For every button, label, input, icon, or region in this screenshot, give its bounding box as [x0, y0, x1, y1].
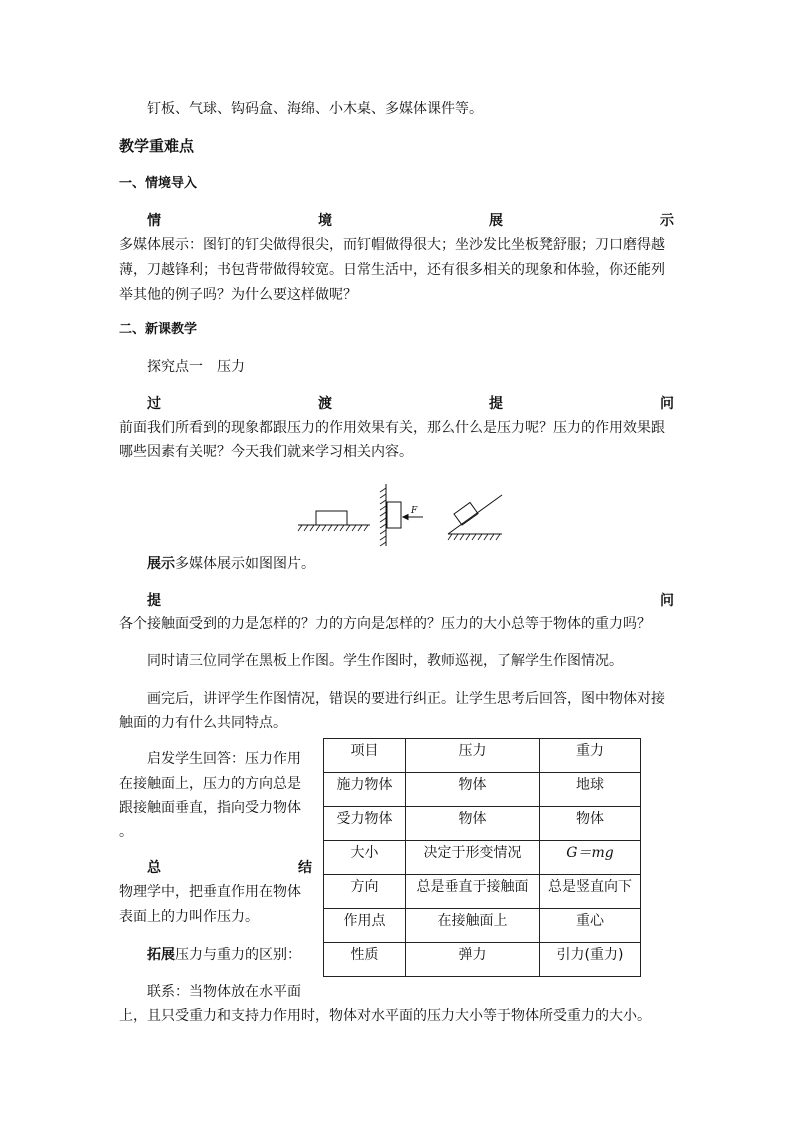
table-cell: 大小	[324, 841, 406, 875]
show-label: 展示	[147, 556, 175, 572]
table-cell: 物体	[406, 773, 540, 807]
inspire-line-3: 跟接触面垂直，指向受力物体	[119, 800, 301, 816]
block-on-floor	[298, 511, 370, 531]
show-text: 多媒体展示如图图片。	[175, 556, 315, 572]
extend-line	[147, 946, 301, 964]
table-cell: 物体	[540, 807, 641, 841]
table-cell: 重力	[540, 739, 641, 773]
spread-char: 过	[147, 396, 161, 412]
spread-char: 结	[298, 860, 312, 876]
question-text: 各个接触面受到的力是怎样的？力的方向是怎样的？压力的大小总等于物体的重力吗？	[119, 616, 651, 632]
transition-question-label	[147, 395, 674, 413]
table-row	[324, 875, 641, 909]
review-line-2: 触面的力有什么共同特点。	[119, 715, 287, 731]
transition-line-2: 哪些因素有关呢？今天我们就来学习相关内容。	[119, 444, 413, 460]
intro-line-2: 薄，刀越锋利；书包背带做得较宽。日常生活中，还有很多相关的现象和体验，你还能列	[119, 262, 665, 278]
spread-char: 总	[147, 860, 161, 876]
table-row	[324, 739, 641, 773]
key-points-heading: 教学重难点	[119, 137, 195, 155]
block-on-incline	[448, 495, 502, 540]
table-cell: 施力物体	[324, 773, 406, 807]
summary-line-1: 物理学中，把垂直作用在物体	[119, 884, 301, 900]
intro-line-3: 举其他的例子吗？为什么要这样做呢？	[119, 287, 357, 303]
table-row	[324, 841, 641, 875]
show-line	[147, 555, 674, 573]
table-cell: 在接触面上	[406, 909, 540, 943]
table-cell: 物体	[406, 807, 540, 841]
spread-char: 问	[660, 396, 674, 412]
draw-paragraph: 同时请三位同学在黑板上作图。学生作图时，教师巡视，了解学生作图情况。	[147, 653, 623, 669]
section-intro-title: 一、情境导入	[119, 176, 198, 191]
table-cell: 压力	[406, 739, 540, 773]
transition-line-1: 前面我们所看到的现象都跟压力的作用效果有关，那么什么是压力呢？压力的作用效果跟	[119, 420, 665, 436]
spread-char: 示	[660, 213, 674, 229]
question-label	[147, 592, 674, 610]
table-row	[324, 807, 641, 841]
table-cell: 作用点	[324, 909, 406, 943]
relation-line-1: 联系：当物体放在水平面	[147, 984, 301, 1000]
table-cell: 决定于形变情况	[406, 841, 540, 875]
inspire-line-2: 在接触面上，压力的方向总是	[119, 776, 301, 792]
table-cell: 重心	[540, 909, 641, 943]
table-cell: 性质	[324, 943, 406, 977]
force-diagram-figure	[290, 478, 520, 550]
spread-char: 问	[660, 593, 674, 609]
force-label: F	[411, 506, 418, 516]
table-cell: 地球	[540, 773, 641, 807]
summary-line-2: 表面上的力叫作压力。	[119, 909, 259, 925]
extend-text: 压力与重力的区别：	[175, 947, 301, 963]
scene-display-label	[147, 212, 674, 230]
spread-char: 境	[318, 213, 332, 229]
table-row	[324, 773, 641, 807]
inquiry-point: 探究点一 压力	[147, 359, 245, 375]
table-cell: 总是竖直向下	[540, 875, 641, 909]
section-new-lesson-title: 二、新课教学	[119, 322, 198, 337]
summary-label	[147, 859, 312, 877]
inspire-line-1: 启发学生回答：压力作用	[147, 751, 301, 767]
table-cell: 总是垂直于接触面	[406, 875, 540, 909]
table-cell-formula	[540, 841, 641, 875]
spread-char: 提	[489, 396, 503, 412]
spread-char: 情	[147, 213, 161, 229]
pressure-gravity-table	[323, 738, 641, 977]
materials-text: 钉板、气球、钩码盒、海绵、小木桌、多媒体课件等。	[147, 101, 483, 117]
gravity-formula: G＝mg	[566, 845, 614, 861]
spread-char: 渡	[318, 396, 332, 412]
table-row	[324, 909, 641, 943]
table-cell: 方向	[324, 875, 406, 909]
relation-line-2: 上，且只受重力和支持力作用时，物体对水平面的压力大小等于物体所受重力的大小。	[119, 1008, 651, 1024]
inspire-line-4: 。	[119, 824, 133, 840]
spread-char: 展	[489, 213, 503, 229]
review-line-1: 画完后，讲评学生作图情况，错误的要进行纠正。让学生思考后回答，图中物体对接	[147, 691, 665, 707]
spread-char: 提	[147, 593, 161, 609]
intro-line-1: 多媒体展示：图钉的钉尖做得很尖，而钉帽做得很大；坐沙发比坐板凳舒服；刀口磨得越	[119, 237, 665, 253]
table-row	[324, 943, 641, 977]
table-cell: 弹力	[406, 943, 540, 977]
extend-label: 拓展	[147, 947, 175, 963]
table-cell: 引力(重力)	[540, 943, 641, 977]
table-cell: 项目	[324, 739, 406, 773]
table-cell: 受力物体	[324, 807, 406, 841]
